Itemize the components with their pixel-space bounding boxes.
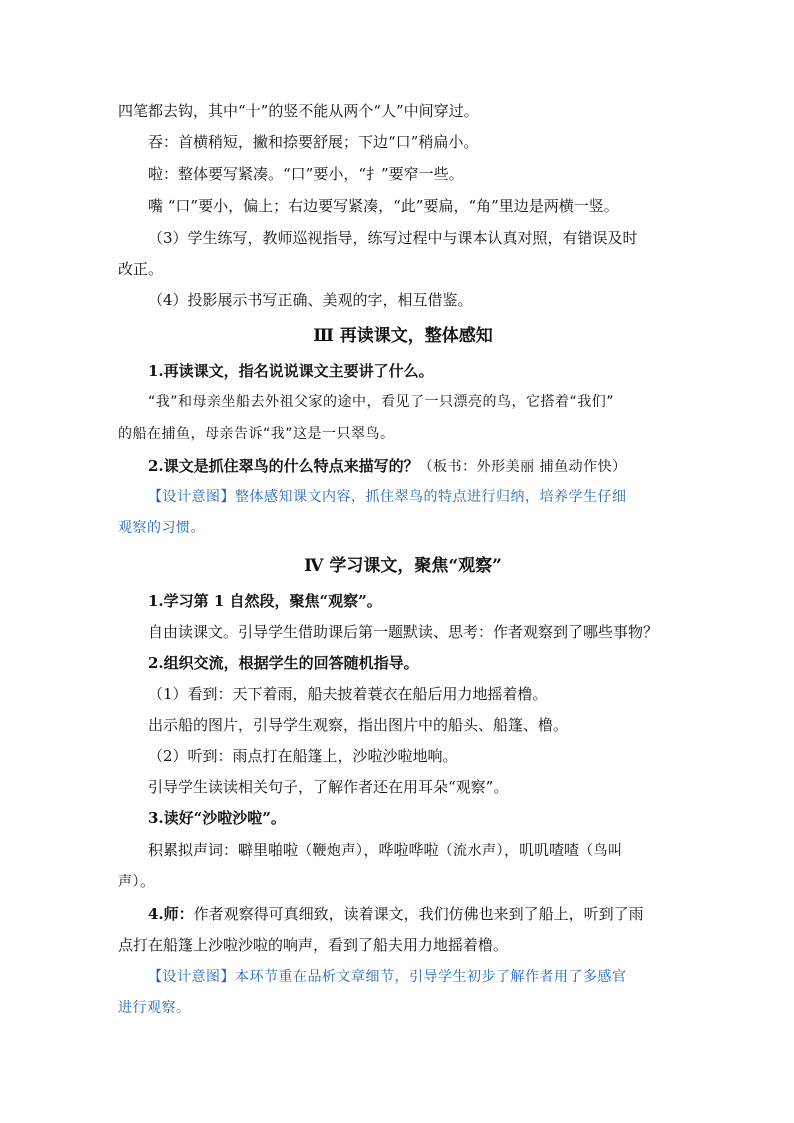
design-intent-line: 进行观察。 bbox=[118, 1000, 191, 1016]
question-line bbox=[148, 455, 688, 478]
sound-note: （鞭炮声） bbox=[298, 843, 364, 859]
paragraph-line: 吞：首横稍短，撇和捺要舒展；下边“口”稍扁小。 bbox=[148, 133, 479, 151]
paragraph-line: （4）投影展示书写正确、美观的字，相互借鉴。 bbox=[148, 291, 473, 309]
paragraph-line: 啦：整体要写紧凑。“口”要小，“扌”要窄一些。 bbox=[148, 165, 464, 183]
text-run: ，叽叽喳喳 bbox=[504, 841, 580, 859]
paragraph-line: 四笔都去钩，其中“十”的竖不能从两个“人”中间穿过。 bbox=[118, 102, 479, 120]
design-intent-line: 【设计意图】本环节重在品析文章细节，引导学生初步了解作者用了多感官 bbox=[148, 969, 627, 985]
answer-line: “我”和母亲坐船去外祖父家的途中，看见了一只漂亮的鸟，它搭着“我们” bbox=[148, 394, 615, 410]
paragraph-line: 嘴 “口”要小，偏上；右边要写紧凑，“此”要扁，“角”里边是两横一竖。 bbox=[148, 197, 619, 215]
paragraph-line: （3）学生练写，教师巡视指导，练写过程中与课本认真对照，有错误及时 bbox=[148, 229, 638, 247]
paragraph-line bbox=[148, 839, 688, 862]
text-run: 作者观察得可真细致，读着课文，我们仿佛也来到了船上，听到了雨 bbox=[193, 905, 644, 923]
answer-line: 的船在捕鱼，母亲告诉“我”这是一只翠鸟。 bbox=[118, 426, 395, 442]
sound-note: 声） bbox=[118, 874, 140, 890]
design-intent-line: 观察的习惯。 bbox=[118, 520, 205, 536]
paragraph-line bbox=[148, 903, 688, 925]
step-heading: 3.读好“沙啦沙啦”。 bbox=[148, 809, 286, 827]
step-heading: 1.学习第 1 自然段，聚焦“观察”。 bbox=[148, 592, 382, 610]
section-heading: Ⅲ 再读课文，整体感知 bbox=[313, 326, 493, 346]
paragraph-line: 引导学生读读相关句子，了解作者还在用耳朵“观察”。 bbox=[148, 778, 509, 796]
text-run: ，哗啦哗啦 bbox=[363, 841, 439, 859]
design-intent-line: 【设计意图】整体感知课文内容，抓住翠鸟的特点进行归纳，培养学生仔细 bbox=[148, 489, 627, 505]
question-text: 2.课文是抓住翠鸟的什么特点来描写的？ bbox=[148, 457, 419, 475]
paragraph-line: 出示船的图片，引导学生观察，指出图片中的船头、船篷、橹。 bbox=[148, 716, 569, 734]
step-label: 4.师： bbox=[148, 905, 194, 923]
question-line: 1.再读课文，指名说说课文主要讲了什么。 bbox=[148, 362, 434, 380]
paragraph-line: 改正。 bbox=[118, 260, 164, 278]
sound-note: （鸟叫 bbox=[579, 843, 623, 859]
paragraph-line: （1）看到：天下着雨，船夫披着蓑衣在船后用力地摇着橹。 bbox=[148, 685, 548, 703]
section-heading: Ⅳ 学习课文，聚焦“观察” bbox=[304, 556, 502, 576]
sound-note: （流水声） bbox=[438, 843, 505, 859]
step-heading: 2.组织交流，根据学生的回答随机指导。 bbox=[148, 654, 419, 672]
paragraph-line bbox=[118, 870, 688, 893]
text-run: 。 bbox=[140, 872, 156, 890]
paragraph-line: 自由读课文。引导学生借助课后第一题默读、思考：作者观察到了哪些事物？ bbox=[148, 623, 659, 641]
text-run: 积累拟声词：噼里啪啦 bbox=[148, 841, 299, 859]
paragraph-line: （2）听到：雨点打在船篷上，沙啦沙啦地响。 bbox=[148, 747, 458, 765]
paragraph-line: 点打在船篷上沙啦沙啦的响声，看到了船夫用力地摇着橹。 bbox=[118, 936, 509, 954]
board-note: （板书：外形美丽 捕鱼动作快） bbox=[418, 459, 627, 475]
